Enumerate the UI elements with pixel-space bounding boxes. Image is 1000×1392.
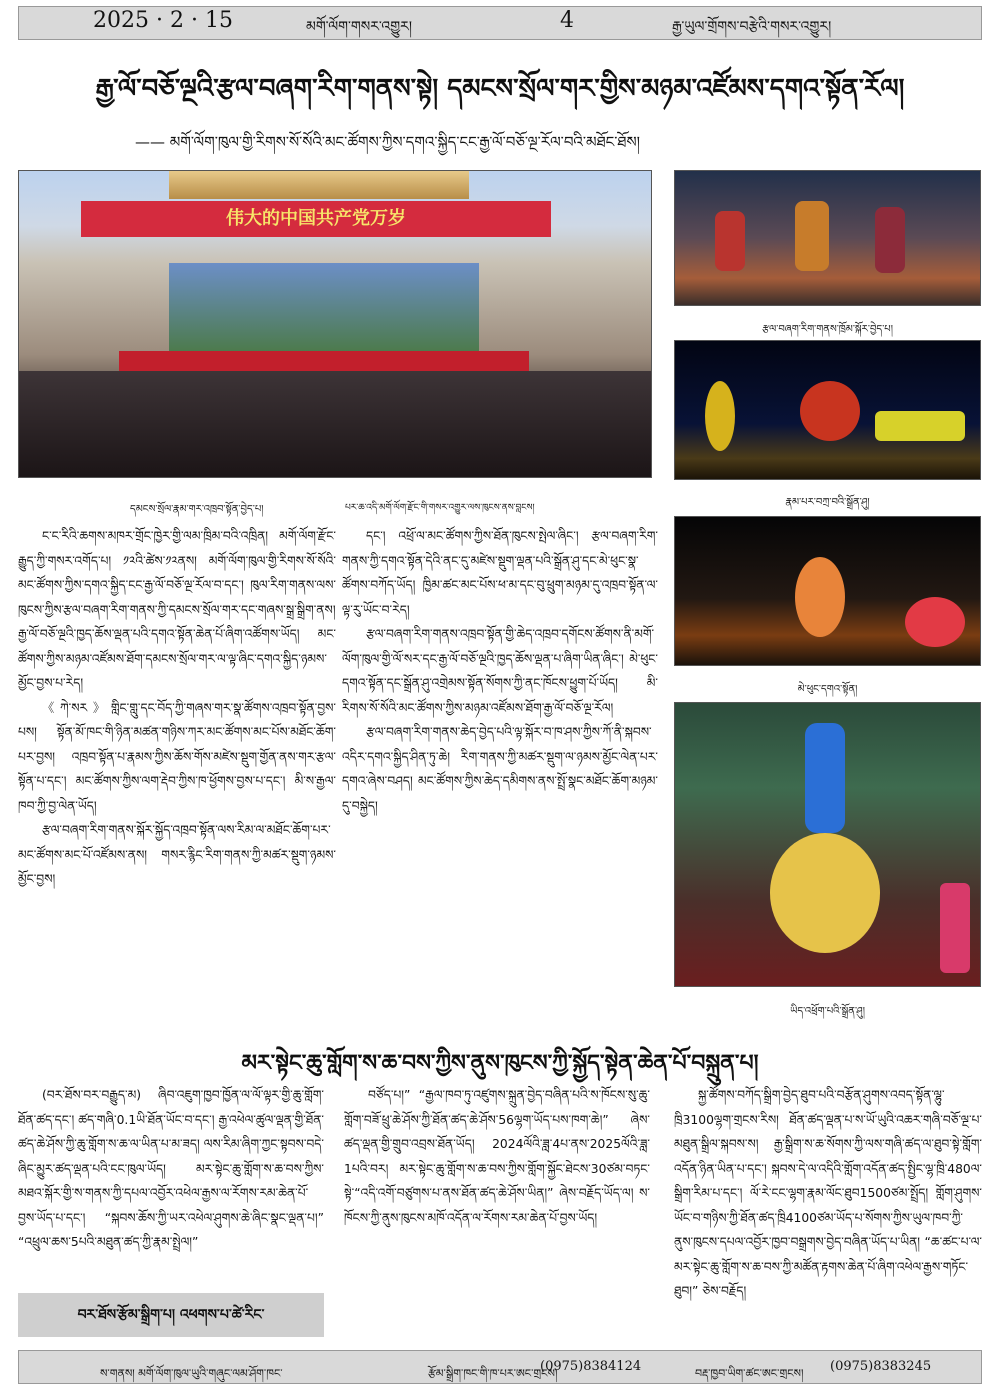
- section-name: རྒྱ་ཡུལ་གྲོགས་བརྩེའི་གསར་འགྱུར།: [672, 19, 832, 35]
- editorial-phone-label: རྩོམ་སྒྲིག་ཁང་གི་ཁ་པར་ཨང་གྲངས།: [428, 1367, 558, 1380]
- photo-light-installation: [674, 340, 981, 480]
- caption-bonfire: མེ་ཕུང་དགའ་སྟོན།: [797, 684, 858, 695]
- story2-column-2: [344, 1083, 650, 1339]
- story2-headline: མར་སྟེང་ཆུ་གློག་ས་ཆ་བས་ཀྱིས་ནུས་ཁུངས་ཀྱི་སྐྱོད་སྟེན་ཆེན་པོ་བསྐྲུན་པ།: [241, 1051, 759, 1076]
- paragraph: རྩལ་བཞག་རིག་གནས་ཆེད་བྱེད་པའི་ལྟ་སྐོར་བ་ཁ་ཤས་ཀྱིས་ཀོ་ནི་སྐབས་འདིར་དགའ་སྐྱིད་ཤིན་ཏུ་ཆེ། རིག་གནས་ཀྱི་མཚར་སྡུག་ལ་ཉམས་མྱོང་ལེན་པར་དགའ་ཞེས་བཤད། མང་ཚོགས་ཀྱིས་ཆེད་དམིགས་ནས་སྤྲོ་སྣང་མཐོང་ཆོག་མཉམ་དུ་བསྐྱེད།: [342, 725, 658, 813]
- story2-column-1: [18, 1083, 324, 1289]
- caption-main-photo: དམངས་སྲོལ་རྣམ་གར་འཁྲབ་སྟོན་བྱེད་པ།: [130, 504, 264, 515]
- paragraph: བཙོད་པ།” “རྒྱལ་ཁབ་ཏུ་འཛུགས་སྐྲུན་བྱེད་བཞིན་པའི་ས་ཁོངས་སུ་ཆུ་གློག་བཟོ་ཕྲུ་ཆེ་ཤོས་ཀྱི་ཐོན་ཚད་ཆེ་ཤོས་56ལྷག་ཡོད་པས་ཁག་ཆེ།” ཞེས་ཚད་ལྡན་གྱི་གྲུབ་འབྲས་ཐོན་ཡོད། 2024ལོའི་ཟླ་4པ་ནས་2025ལོའི་ཟླ་1པའི་བར། མར་སྟེང་ཆུ་གློག་ས་ཆ་བས་ཀྱིས་གློག་སྐྱོང་ཐེངས་30ཙམ་བཏང་སྟེ་“འདི་འགོ་བཙུགས་པ་ནས་ཐོན་ཚད་ཆེ་ཤོས་ཡིན།” ཞེས་བརྗོད་ཡོད་ལ། ས་ཁོངས་ཀྱི་ནུས་ཁུངས་མཁོ་འདོན་ལ་རོགས་རམ་ཆེན་པོ་བྱས་ཡོད།: [344, 1088, 650, 1225]
- paragraph: (བར་ཐོས་བར་བརྒྱུད་མ) ཞིབ་འཇུག་ཁྱབ་ཁྱོན་ལ་ལོ་ལྟར་གྱི་ཆུ་གློག་ཐོན་ཚད་དང་། ཚད་གཞི་0.1ཡི་ཐོན་ཡོང་བ་དང་། རྒྱ་འཕེལ་ཚུལ་ལྡན་གྱི་ཐོན་ཚད་ཆེ་ཤོས་ཀྱི་ཆུ་གློག་ས་ཆ་ལ་ཡིན་པ་མ་ཟད། ལས་རིམ་ཞིག་ཀྱང་སྟབས་བདེ་ཞིང་མྱུར་ཚད་ལྡན་པའི་ངང་ཁུལ་ཡོད། མར་སྟེང་ཆུ་གློག་ས་ཆ་བས་ཀྱིས་མཐའ་སྐོར་གྱི་ས་གནས་ཀྱི་དཔལ་འབྱོར་འཕེལ་རྒྱས་ལ་རོགས་རམ་ཆེན་པོ་བྱས་ཡོད་པ་དང་། “སྐབས་ཆོས་ཀྱི་ཡར་འཕེལ་ཤུགས་ཆེ་ཞིང་སྣང་ལྡན་པ།” “འཕྲུལ་ཆས་5པའི་མཐུན་ཚད་ཀྱི་རྣམ་སྤྲེལ།”: [18, 1088, 324, 1249]
- paragraph: རྩལ་བཞག་རིག་གནས་སྐོར་སྐྱོད་འཁྲབ་སྟོན་ལས་རིམ་ལ་མཐོང་ཆོག་པར་མང་ཚོགས་མང་པོ་འཛོམས་ནས། གསར་རྙིང་རིག་གནས་ཀྱི་མཚར་སྡུག་ཉམས་མྱོང་བྱས།: [18, 823, 336, 886]
- story2-column-3: [674, 1083, 982, 1339]
- caption-figure-lantern: ཡིད་འཕྲོག་པའི་སྒྲོན་ཤུ།: [790, 1006, 865, 1017]
- paragraph: དང་། འཕྲོ་ལ་མང་ཚོགས་ཀྱིས་ཐོན་ཁུངས་སྤེལ་ཞིང་། རྩལ་བཞག་རིག་གནས་ཀྱི་དགའ་སྟོན་དེའི་ནང་དུ་མཛེས་སྡུག་ལྡན་པའི་སྒྲོན་ཤུ་དང་མེ་ཕུང་སྣ་ཚོགས་བཀོད་ཡོད། ཁྱིམ་ཚང་མང་པོས་ཕ་མ་དང་བུ་ཕྲུག་མཉམ་དུ་འཁྲབ་སྟོན་ལ་ལྟ་རུ་ཡོང་བ་རེད།: [342, 529, 658, 617]
- issue-date: 2025 · 2 · 15: [93, 8, 233, 33]
- photo-credit: པར་ཆ་འདི་མགོ་ལོག་རྫོང་གི་གསར་འགྱུར་ལས་ཁུངས་ནས་བླངས།: [345, 503, 535, 513]
- ad-phone-label: བརྡ་ཁྱབ་ཡིག་ཚང་ཨང་གྲངས།: [695, 1367, 804, 1380]
- headline: རྒྱ་ལོ་བཅོ་ལྔའི་རྩལ་བཞག་རིག་གནས་སྟེ། དམངས་སྲོལ་གར་གྱིས་མཉམ་འཛོམས་དགའ་སྟོན་རོལ།: [95, 74, 905, 104]
- stage-screen: [169, 263, 479, 353]
- ad-phone: (0975)8383245: [830, 1359, 932, 1374]
- stage-banner: 伟大的中国共产党万岁: [81, 201, 551, 237]
- caption-costume-parade: རྩལ་བཞག་རིག་གནས་ཁྲོམ་སྐོར་བྱེད་པ།: [762, 324, 893, 335]
- photo-costume-parade: [674, 170, 981, 306]
- main-photo-stage-performance: [18, 170, 652, 478]
- subheadline: —— མགོ་ལོག་ཁུལ་གྱི་རིགས་སོ་སོའི་མང་ཚོགས་ཀྱིས་དགའ་སྐྱིད་ངང་རྒྱ་ལོ་བཅོ་ལྔ་རོལ་བའི་མཐོང་ཐོས།: [135, 133, 640, 151]
- story1-column-2: [342, 524, 658, 999]
- caption-light-installation: རྣམ་པར་བཀྲ་བའི་སྒྲོན་ཤུ།: [785, 497, 870, 508]
- page-number: 4: [560, 8, 574, 33]
- audience-crowd: [19, 371, 652, 478]
- photo-bonfire: [674, 516, 981, 666]
- editor-credit-box: བར་ཐོས་རྩོམ་སྒྲིག་པ། འཕགས་པ་ཚེ་རིང་: [18, 1293, 324, 1337]
- paragraph: རྩལ་བཞག་རིག་གནས་འཁྲབ་སྟོན་གྱི་ཆེད་འཁྲབ་དགོངས་ཚོགས་ནི་མགོ་ལོག་ཁུལ་གྱི་ལོ་སར་དང་རྒྱ་ལོ་བཅོ་ལྔའི་ཁྱད་ཆོས་ལྡན་པ་ཞིག་ཡིན་ཞིང་། མེ་ཕུང་དགའ་སྟོན་དང་སྒྲོན་ཤུ་འགྲེམས་སྟོན་སོགས་ཀྱི་ནང་ཁོངས་ཕྱུག་པོ་ཡོད། མི་རིགས་སོ་སོའི་མང་ཚོགས་ཀྱིས་མཉམ་འཛོམས་ཐོག་རྒྱ་ལོ་བཅོ་ལྔ་རོལ།: [342, 627, 658, 715]
- paragraph: སྐྱ་ཚོགས་བཀོད་སྒྲིག་བྱེད་ཐུབ་པའི་བརྩོན་ཤུགས་འབད་སྟོན་ལྷུ་ཁྲི3100ལྷག་གྲངས་རིས། ཐོན་ཚད་ལྡན་པ་ས་ཡོ་ཡུའི་འཆར་གཞི་བཅོ་ལྔ་པ་མཐུན་སྒྲིལ་སྐབས་ས། རྒྱ་སྒྲིག་ས་ཆ་སོགས་ཀྱི་ལས་གཞི་ཚད་ལ་ཐུབ་སྟེ་གློག་འདོན་ཉིན་ཡིན་པ་དང་། སྐབས་དེ་ལ་འདིའི་གློག་འདོན་ཚད་སྤྱིང་ལྷ་ཁྲི་480ལ་སྒྲིག་རིམ་པ་དང་། ལོ་རེ་ངང་ལྷག་རྣམ་ལོང་ཐུབ1500ཙམ་སྤྲོད། གློག་ཤུགས་ཡོང་བ་གཉིས་ཀྱི་ཐོན་ཚད་ཁྲི4100ཙམ་ཡོད་པ་སོགས་ཀྱིས་ཡུལ་ཁབ་ཀྱི་ནུས་ཁུངས་དཔལ་འབྱོར་ཁྱབ་བསྒྲགས་བྱེད་བཞིན་ཡོད་པ་ཡིན། “ཆ་ཚང་པ་ལ་མར་སྟེང་ཆུ་གློག་ས་ཆ་བས་ཀྱི་མཚོན་རྟགས་ཆེན་པོ་ཞིག་འཕེལ་རྒྱས་གཏོང་ཐུབ།” ཅེས་བརྗོད།: [674, 1088, 982, 1298]
- stage-roof: [169, 171, 469, 199]
- newspaper-name: མགོ་ལོག་གསར་འགྱུར།: [306, 19, 412, 35]
- editorial-phone: (0975)8384124: [540, 1359, 642, 1374]
- paragraph: 《ཀེ་སར》གླིང་གླུ་དང་བོད་ཀྱི་གཞས་གར་སྣ་ཚོགས་འཁྲབ་སྟོན་བྱས་པས། སྟོན་མོ་ཁང་གི་ཉིན་མཚན་གཉིས་ཀར་མང་ཚོགས་མང་པོས་མཐོང་ཆོག་པར་བྱས། འཁྲབ་སྟོན་པ་རྣམས་ཀྱིས་ཆོས་གོས་མཛེས་སྡུག་གྱོན་ནས་གར་རྩལ་སྟོན་པ་དང་། མང་ཚོགས་ཀྱིས་ལག་རྡེབ་ཀྱིས་ཁ་ཕྱོགས་བྱས་པ་དང་། མི་ས་རྒྱལ་ཁབ་ཀྱི་བྱ་ལེན་ཡོད།: [18, 700, 336, 813]
- photo-figure-lantern: [674, 702, 981, 987]
- story1-column-1: [18, 524, 336, 999]
- footer-address: ས་གནས། མགོ་ལོག་ཁུལ་ཡུའི་གཞུང་ལམ་ཤོག་ཁང་: [100, 1367, 283, 1380]
- paragraph: ང་ང་རིའི་ཆགས་མཁར་གྲོང་ཁྱེར་གྱི་ལམ་ཁྲིམ་བའི་འཁྲིན། མགོ་ལོག་རྫོང་རྒྱུད་ཀྱི་གསར་འགོད་པ། ༡༢འི་ཚེས་༡༢ནས། མགོ་ལོག་ཁུལ་གྱི་རིགས་སོ་སོའི་མང་ཚོགས་ཀྱིས་དགའ་སྐྱིད་ངང་རྒྱ་ལོ་བཅོ་ལྔ་རོལ་བ་དང་། ཁུལ་རིག་གནས་ལས་ཁུངས་ཀྱིས་རྩལ་བཞག་རིག་གནས་ཀྱི་དམངས་སྲོལ་གར་དང་གཞས་སྒྲ་སྒྲིག་ནས། རྒྱ་ལོ་བཅོ་ལྔའི་ཁྱད་ཆོས་ལྡན་པའི་དགའ་སྟོན་ཆེན་པོ་ཞིག་འཚོགས་ཡོད། མང་ཚོགས་ཀྱིས་མཉམ་འཛོམས་ཐོག་དམངས་སྲོལ་གར་ལ་ལྟ་ཞིང་དགའ་སྐྱིད་ཉམས་མྱོང་བྱས་པ་རེད།: [18, 529, 336, 690]
